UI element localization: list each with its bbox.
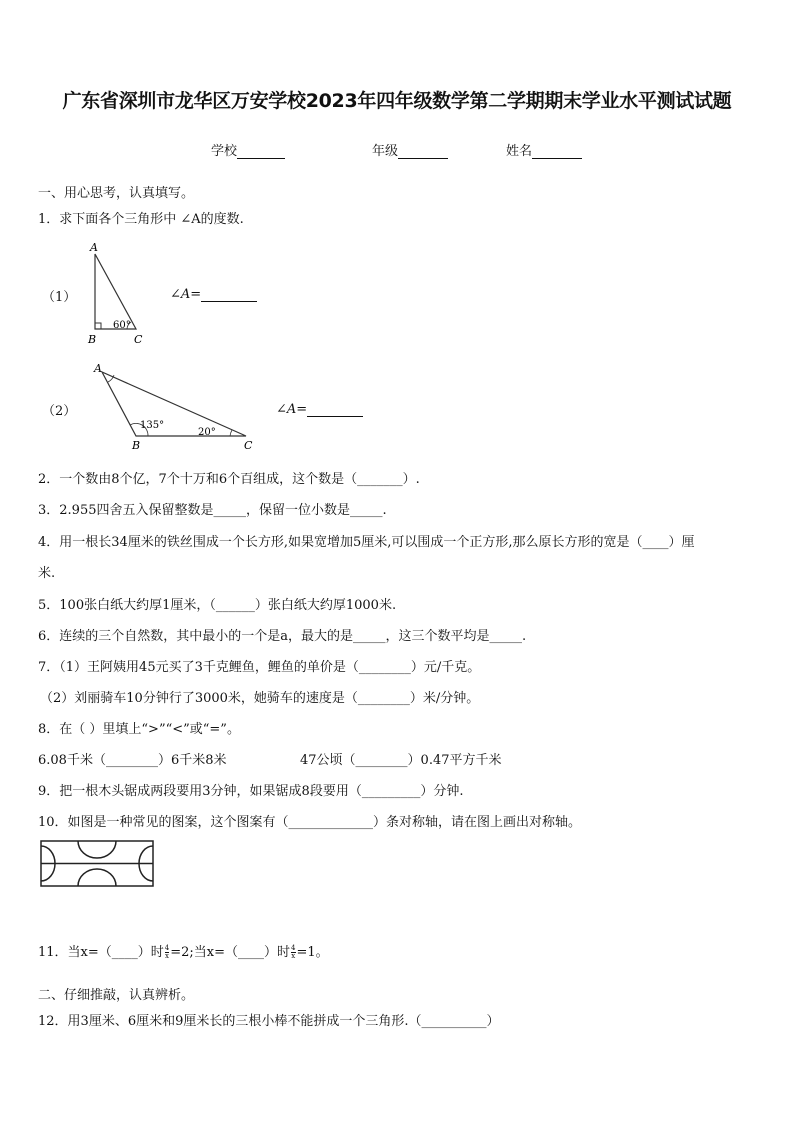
question-12: 12．用3厘米、6厘米和9厘米长的三根小棒不能拼成一个三角形.（__________） bbox=[38, 1014, 500, 1029]
tri1-vertex-c: C bbox=[134, 333, 143, 346]
question-3: 3．2.955四舍五入保留整数是_____，保留一位小数是_____. bbox=[38, 503, 387, 518]
q1-part1-label: （1） bbox=[42, 290, 77, 305]
question-5: 5．100张白纸大约厚1厘米，（______）张白纸大约厚1000米. bbox=[38, 598, 397, 613]
obtuse-triangle-figure bbox=[86, 360, 266, 454]
question-7-part2: （2）刘丽骑车10分钟行了3000米，她骑车的速度是（________）米/分钟。 bbox=[40, 691, 480, 706]
question-9: 9．把一根木头锯成两段要用3分钟，如果锯成8段要用（_________）分钟. bbox=[38, 784, 464, 799]
tri1-vertex-a: A bbox=[90, 241, 98, 254]
fraction-1: $\frac{4}{x}$ bbox=[164, 944, 170, 960]
q1-part2-blank[interactable] bbox=[307, 402, 363, 417]
question-8: 8．在（ ）里填上“>”“<”或“=”。 bbox=[38, 722, 240, 737]
grade-blank[interactable] bbox=[398, 144, 448, 159]
tri2-angle-b: 135° bbox=[140, 420, 165, 431]
school-field bbox=[211, 140, 285, 159]
question-4-line2: 米. bbox=[38, 566, 56, 581]
tri1-vertex-b: B bbox=[88, 333, 97, 346]
question-4-line1: 4．用一根长34厘米的铁丝围成一个长方形,如果宽增加5厘米,可以围成一个正方形,那么原长方形的宽是（____）厘 bbox=[38, 535, 695, 550]
q1-part1-blank[interactable] bbox=[201, 287, 257, 302]
grade-field bbox=[372, 140, 448, 159]
q1-part2-answer: ∠A= bbox=[276, 402, 363, 417]
name-label: 姓名 bbox=[506, 144, 533, 159]
question-2: 2．一个数由8个亿，7个十万和6个百组成，这个数是（_______）. bbox=[38, 472, 420, 487]
tri1-angle-c: 60° bbox=[113, 320, 131, 331]
tri2-vertex-c: C bbox=[244, 439, 253, 452]
question-6: 6．连续的三个自然数，其中最小的一个是a，最大的是_____，这三个数平均是_____. bbox=[38, 629, 527, 644]
tri2-vertex-b: B bbox=[132, 439, 141, 452]
name-blank[interactable] bbox=[532, 144, 582, 159]
page-title: 广东省深圳市龙华区万安学校2023年四年级数学第二学期期末学业水平测试试题 bbox=[62, 90, 732, 112]
question-10: 10．如图是一种常见的图案，这个图案有（_____________）条对称轴，请在图上画出对称轴。 bbox=[38, 815, 582, 830]
section-1-heading: 一、用心思考，认真填写。 bbox=[38, 186, 195, 201]
q1-part1-answer: ∠A= bbox=[170, 287, 257, 302]
school-label: 学校 bbox=[211, 144, 238, 159]
right-triangle-figure bbox=[80, 238, 160, 346]
fraction-2: $\frac{4}{x}$ bbox=[291, 944, 296, 960]
name-field bbox=[506, 140, 582, 159]
question-1: 1．求下面各个三角形中 ∠A的度数. bbox=[38, 212, 244, 227]
question-8-b: 47公顷（________）0.47平方千米 bbox=[300, 753, 502, 768]
tri2-angle-c: 20° bbox=[198, 427, 216, 438]
q1-part2-label: （2） bbox=[42, 404, 77, 419]
symmetry-pattern-figure bbox=[40, 840, 155, 888]
question-11: 11．当x=（____）时 $\frac{4}{x}$ =2;当x=（____）时 $\frac{4}{x}$ =1。 bbox=[38, 944, 329, 960]
question-7-part1: 7．（1）王阿姨用45元买了3千克鲤鱼，鲤鱼的单价是（________）元/千克。 bbox=[38, 660, 481, 675]
tri2-vertex-a: A bbox=[94, 362, 102, 375]
grade-label: 年级 bbox=[372, 144, 399, 159]
section-2-heading: 二、仔细推敲，认真辨析。 bbox=[38, 988, 195, 1003]
question-8-a: 6.08千米（________）6千米8米 bbox=[38, 753, 227, 768]
school-blank[interactable] bbox=[237, 144, 285, 159]
